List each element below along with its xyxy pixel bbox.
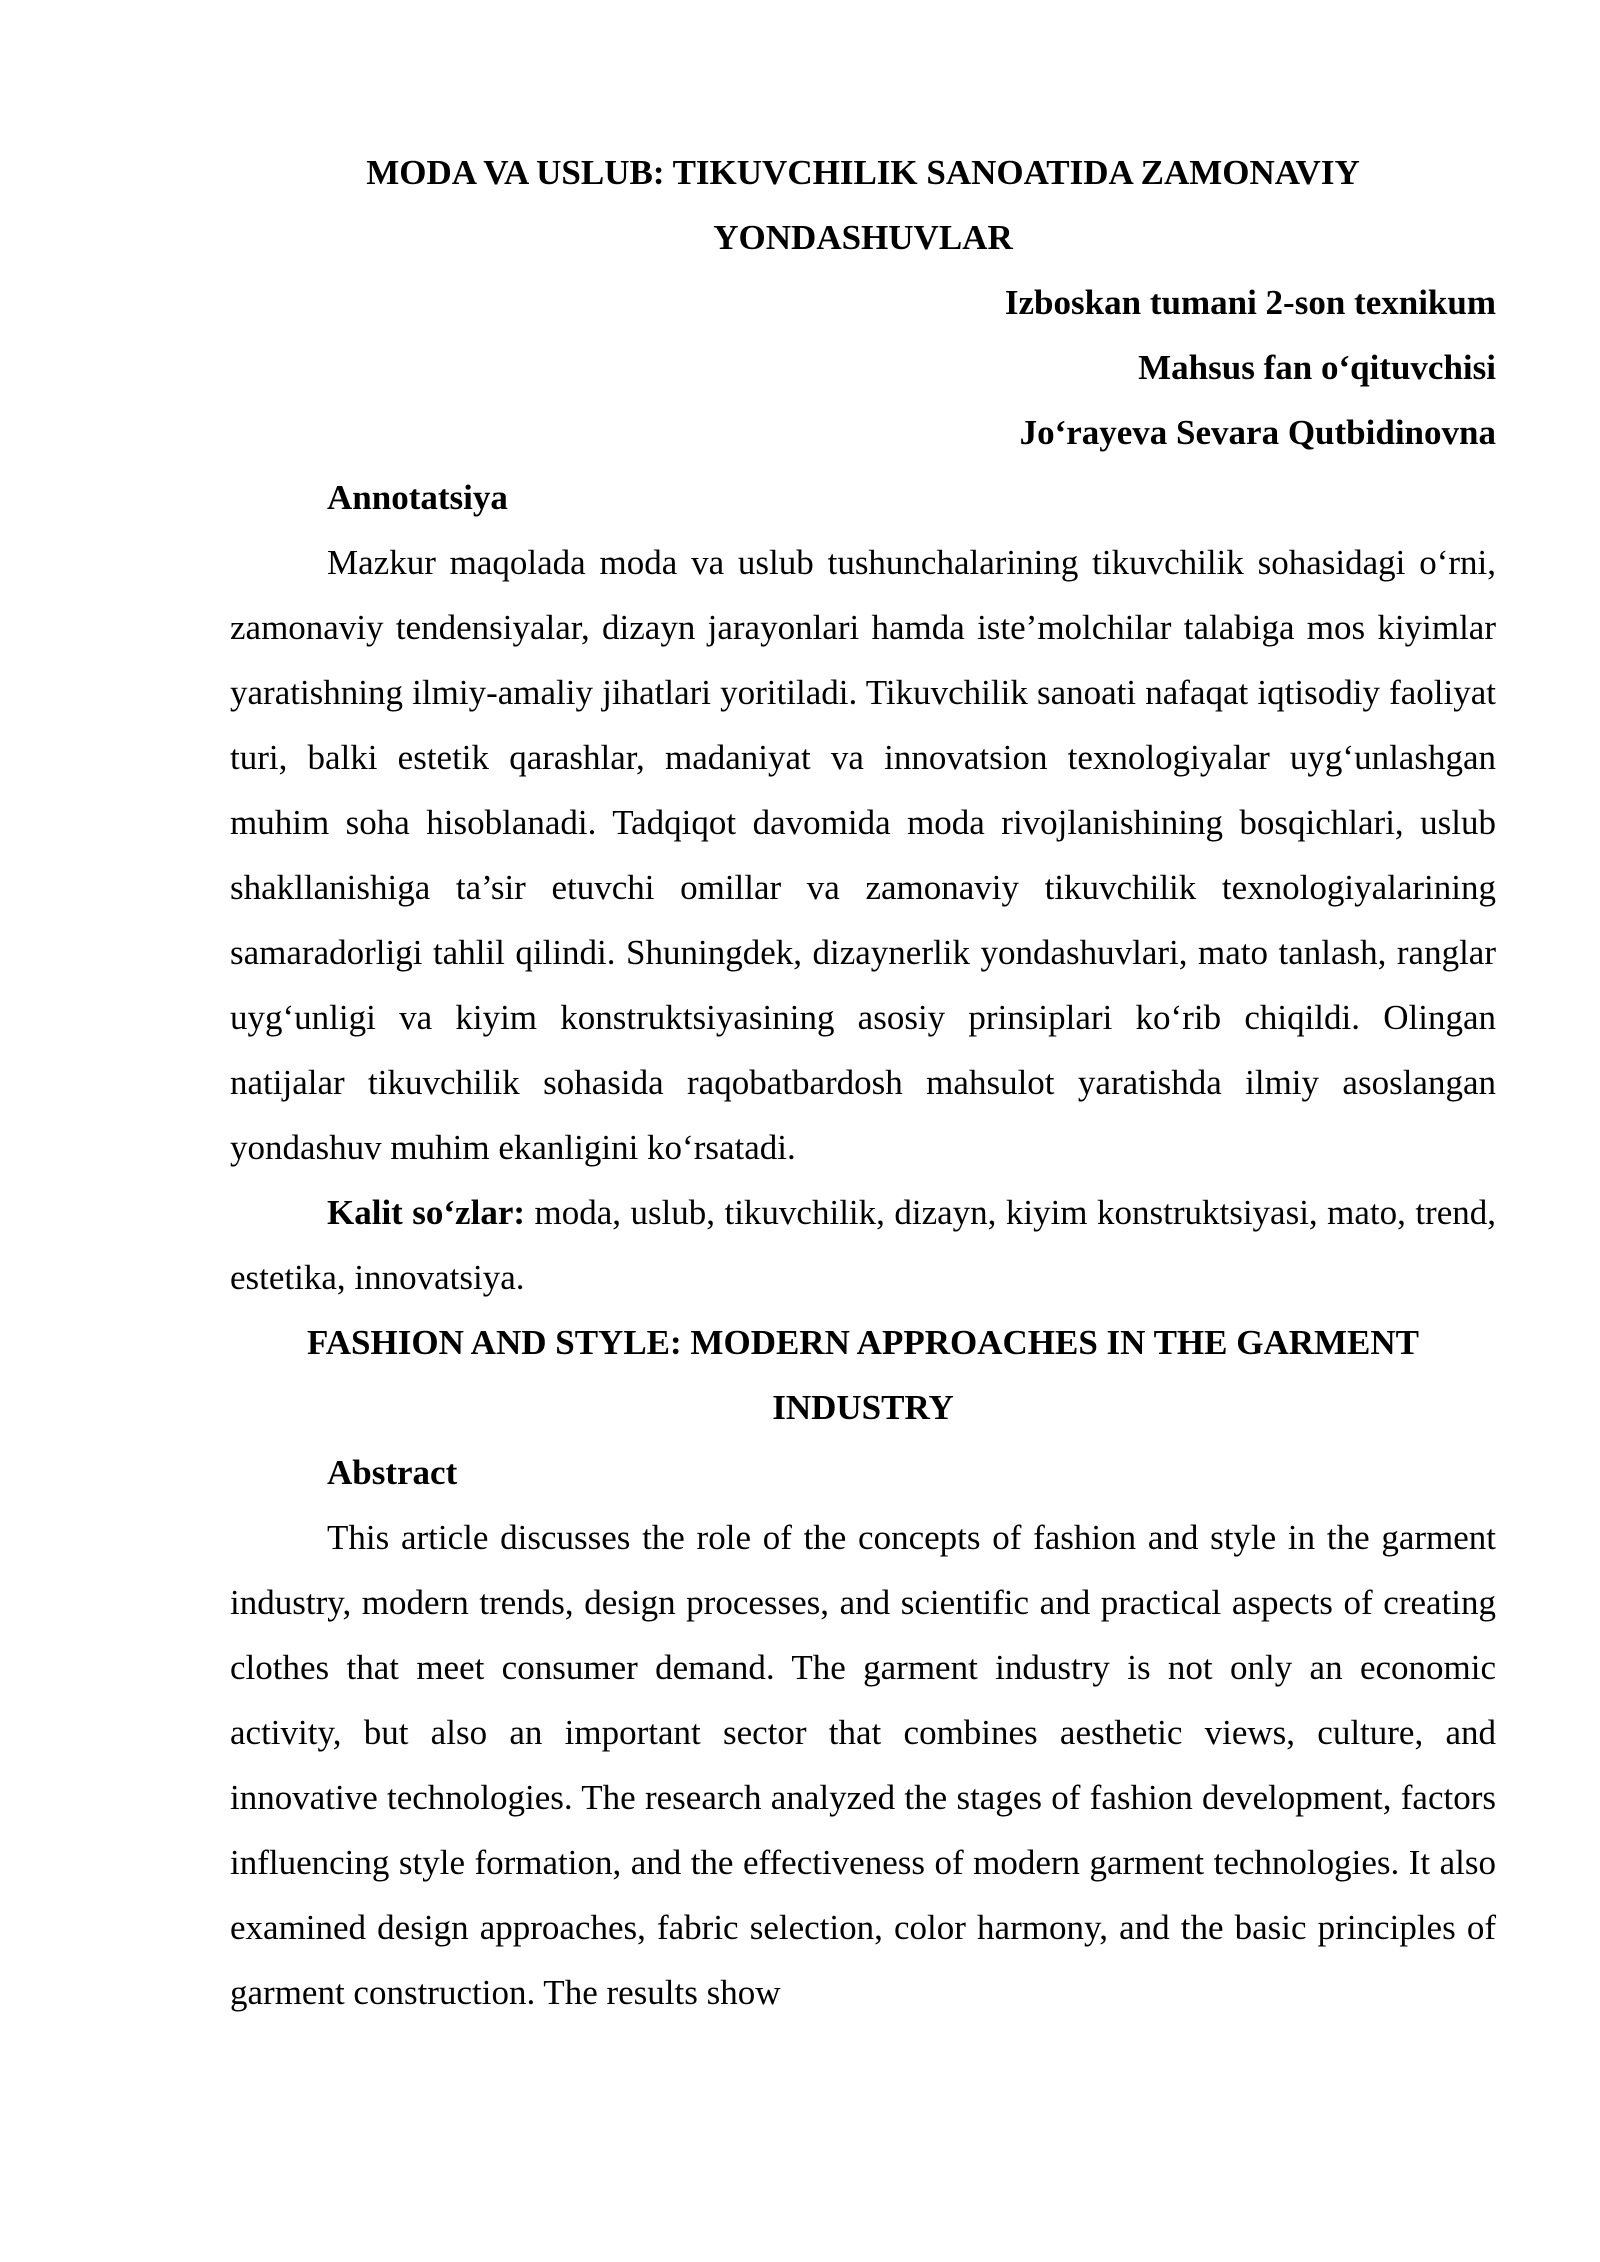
- author-institution: Izboskan tumani 2-son texnikum: [1004, 283, 1496, 322]
- en-title-line-1: FASHION AND STYLE: MODERN APPROACHES IN THE GARMENT: [306, 1323, 1420, 1362]
- uz-title: [230, 140, 1496, 270]
- paper-page: [230, 140, 1496, 2025]
- uz-title-line-1: MODA VA USLUB: TIKUVCHILIK SANOATIDA ZAMONAVIY: [366, 153, 1360, 192]
- annotation-text: Mazkur maqolada moda va uslub tushunchalarining tikuvchilik sohasidagi o‘rni, zamonaviy tendensiyalar, dizayn jarayonlari hamda iste’molchilar talabiga mos kiyimlar yaratishning ilmiy-amaliy jihatlari yoritiladi. Tikuvchilik sanoati nafaqat iqtisodiy faoliyat turi, balki estetik qarashlar, madaniyat va innovatsion texnologiyalar uyg‘unlashgan muhim soha hisoblanadi. Tadqiqot davomida moda rivojlanishining bosqichlari, uslub shakllanishiga ta’sir etuvchi omillar va zamonaviy tikuvchilik texnologiyalarining samaradorligi tahlil qilindi. Shuningdek, dizaynerlik yondashuvlari, mato tanlash, ranglar uyg‘unligi va kiyim konstruktsiyasining asosiy prinsiplari ko‘rib chiqildi. Olingan natijalar tikuvchilik sohasida raqobatbardosh mahsulot yaratishda ilmiy asoslangan yondashuv muhim ekanligini ko‘rsatadi.: [230, 543, 1496, 1167]
- keywords-label: Kalit so‘zlar:: [327, 1193, 526, 1232]
- keywords-text: moda, uslub, tikuvchilik, dizayn, kiyim konstruktsiyasi, mato, trend, estetika, innovatsiya.: [230, 1193, 1496, 1297]
- author-name: Jo‘rayeva Sevara Qutbidinovna: [1019, 413, 1496, 452]
- author-block: [230, 270, 1496, 465]
- author-position: Mahsus fan o‘qituvchisi: [1138, 348, 1496, 387]
- abstract-heading: Abstract: [327, 1453, 458, 1492]
- annotation-heading: Annotatsiya: [327, 478, 508, 517]
- en-title: [230, 1310, 1496, 1440]
- en-title-line-2: INDUSTRY: [772, 1388, 954, 1427]
- keywords-paragraph: [230, 1180, 1496, 1310]
- uz-title-line-2: YONDASHUVLAR: [713, 218, 1013, 257]
- abstract-text: This article discusses the role of the concepts of fashion and style in the garment industry, modern trends, design processes, and scientific and practical aspects of creating clothes that meet consumer demand. The garment industry is not only an economic activity, but also an important sector that combines aesthetic views, culture, and innovative technologies. The research analyzed the stages of fashion development, factors influencing style formation, and the effectiveness of modern garment technologies. It also examined design approaches, fabric selection, color harmony, and the basic principles of garment construction. The results show: [230, 1518, 1496, 2012]
